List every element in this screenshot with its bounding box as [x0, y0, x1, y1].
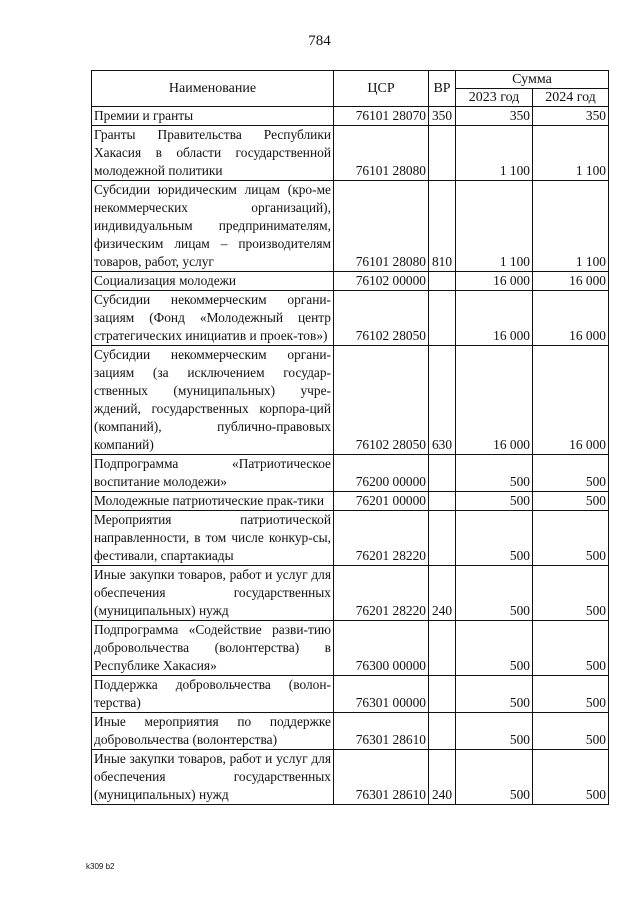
table-row [92, 511, 609, 566]
row-2023-cell: 500 [456, 566, 533, 621]
row-vr-cell [429, 676, 456, 713]
row-vr-cell [429, 455, 456, 492]
row-csr-cell: 76101 28080 [334, 126, 429, 181]
budget-table [91, 70, 609, 805]
row-name-cell: Премии и гранты [92, 107, 334, 126]
header-vr: ВР [429, 71, 456, 107]
row-2023-cell: 350 [456, 107, 533, 126]
row-csr-cell: 76300 00000 [334, 621, 429, 676]
table-row [92, 272, 609, 291]
table-row [92, 750, 609, 805]
row-2024-cell: 350 [533, 107, 609, 126]
table-row [92, 107, 609, 126]
row-2024-cell: 500 [533, 750, 609, 805]
row-name-cell: Гранты Правительства Республики Хакасия в области государственной молодежной политики [92, 126, 334, 181]
row-2024-cell: 500 [533, 511, 609, 566]
row-vr-cell: 350 [429, 107, 456, 126]
row-vr-cell: 240 [429, 566, 456, 621]
row-2024-cell: 500 [533, 455, 609, 492]
row-2024-cell: 16 000 [533, 291, 609, 346]
row-2023-cell: 500 [456, 455, 533, 492]
row-2024-cell: 500 [533, 713, 609, 750]
row-2024-cell: 500 [533, 566, 609, 621]
row-2023-cell: 500 [456, 750, 533, 805]
page-number: 784 [308, 33, 331, 49]
row-vr-cell: 810 [429, 181, 456, 272]
row-csr-cell: 76301 28610 [334, 713, 429, 750]
row-2023-cell: 500 [456, 492, 533, 511]
row-2023-cell: 1 100 [456, 126, 533, 181]
row-name-cell: Подпрограмма «Содействие разви-тию добровольчества (волонтерства) в Республике Хакасия» [92, 621, 334, 676]
row-csr-cell: 76200 00000 [334, 455, 429, 492]
row-2023-cell: 500 [456, 621, 533, 676]
row-name-cell: Молодежные патриотические прак-тики [92, 492, 334, 511]
row-2024-cell: 500 [533, 492, 609, 511]
row-2023-cell: 500 [456, 713, 533, 750]
row-vr-cell [429, 511, 456, 566]
row-name-cell: Мероприятия патриотической направленности, в том числе конкур-сы, фестивали, спартакиады [92, 511, 334, 566]
row-vr-cell [429, 272, 456, 291]
table-row [92, 713, 609, 750]
row-2024-cell: 500 [533, 676, 609, 713]
table-row [92, 346, 609, 455]
header-sum: Сумма [456, 71, 609, 89]
table-row [92, 621, 609, 676]
table-row [92, 291, 609, 346]
row-2024-cell: 500 [533, 621, 609, 676]
table-row [92, 676, 609, 713]
row-2024-cell: 16 000 [533, 346, 609, 455]
table-row [92, 126, 609, 181]
row-name-cell: Субсидии некоммерческим органи-зациям (Фонд «Молодежный центр стратегических инициатив и проек-тов») [92, 291, 334, 346]
row-name-cell: Социализация молодежи [92, 272, 334, 291]
row-2024-cell: 16 000 [533, 272, 609, 291]
row-csr-cell: 76102 28050 [334, 346, 429, 455]
row-vr-cell [429, 126, 456, 181]
row-name-cell: Подпрограмма «Патриотическое воспитание молодежи» [92, 455, 334, 492]
header-name: Наименование [92, 71, 334, 107]
table-body [92, 107, 609, 805]
row-vr-cell: 630 [429, 346, 456, 455]
row-vr-cell [429, 713, 456, 750]
header-csr: ЦСР [334, 71, 429, 107]
row-2023-cell: 500 [456, 676, 533, 713]
table-row [92, 566, 609, 621]
row-name-cell: Иные закупки товаров, работ и услуг для обеспечения государственных (муниципальных) нужд [92, 566, 334, 621]
row-name-cell: Субсидии юридическим лицам (кро-ме некоммерческих организаций), индивидуальным предпринимателям, физическим лицам – производителям товаров, работ, услуг [92, 181, 334, 272]
row-vr-cell [429, 621, 456, 676]
header-year-2023: 2023 год [456, 89, 533, 107]
row-csr-cell: 76102 00000 [334, 272, 429, 291]
table-row [92, 181, 609, 272]
header-year-2024: 2024 год [533, 89, 609, 107]
row-name-cell: Иные закупки товаров, работ и услуг для обеспечения государственных (муниципальных) нужд [92, 750, 334, 805]
row-2023-cell: 16 000 [456, 346, 533, 455]
row-2024-cell: 1 100 [533, 181, 609, 272]
row-csr-cell: 76201 28220 [334, 511, 429, 566]
table-row [92, 492, 609, 511]
row-csr-cell: 76301 28610 [334, 750, 429, 805]
row-name-cell: Поддержка добровольчества (волон-терства) [92, 676, 334, 713]
row-name-cell: Субсидии некоммерческим органи-зациям (за исключением государ-ственных (муниципальных) учре-ждений, государственных корпора-ций (компаний), публично-правовых компаний) [92, 346, 334, 455]
row-2023-cell: 1 100 [456, 181, 533, 272]
row-2023-cell: 500 [456, 511, 533, 566]
footer-code: k309 b2 [86, 862, 115, 871]
row-name-cell: Иные мероприятия по поддержке добровольчества (волонтерства) [92, 713, 334, 750]
row-vr-cell: 240 [429, 750, 456, 805]
row-2024-cell: 1 100 [533, 126, 609, 181]
row-vr-cell [429, 291, 456, 346]
row-2023-cell: 16 000 [456, 272, 533, 291]
table-row [92, 455, 609, 492]
row-vr-cell [429, 492, 456, 511]
table-header [92, 71, 609, 107]
row-csr-cell: 76101 28080 [334, 181, 429, 272]
row-csr-cell: 76102 28050 [334, 291, 429, 346]
row-csr-cell: 76101 28070 [334, 107, 429, 126]
row-csr-cell: 76301 00000 [334, 676, 429, 713]
row-csr-cell: 76201 00000 [334, 492, 429, 511]
row-csr-cell: 76201 28220 [334, 566, 429, 621]
row-2023-cell: 16 000 [456, 291, 533, 346]
